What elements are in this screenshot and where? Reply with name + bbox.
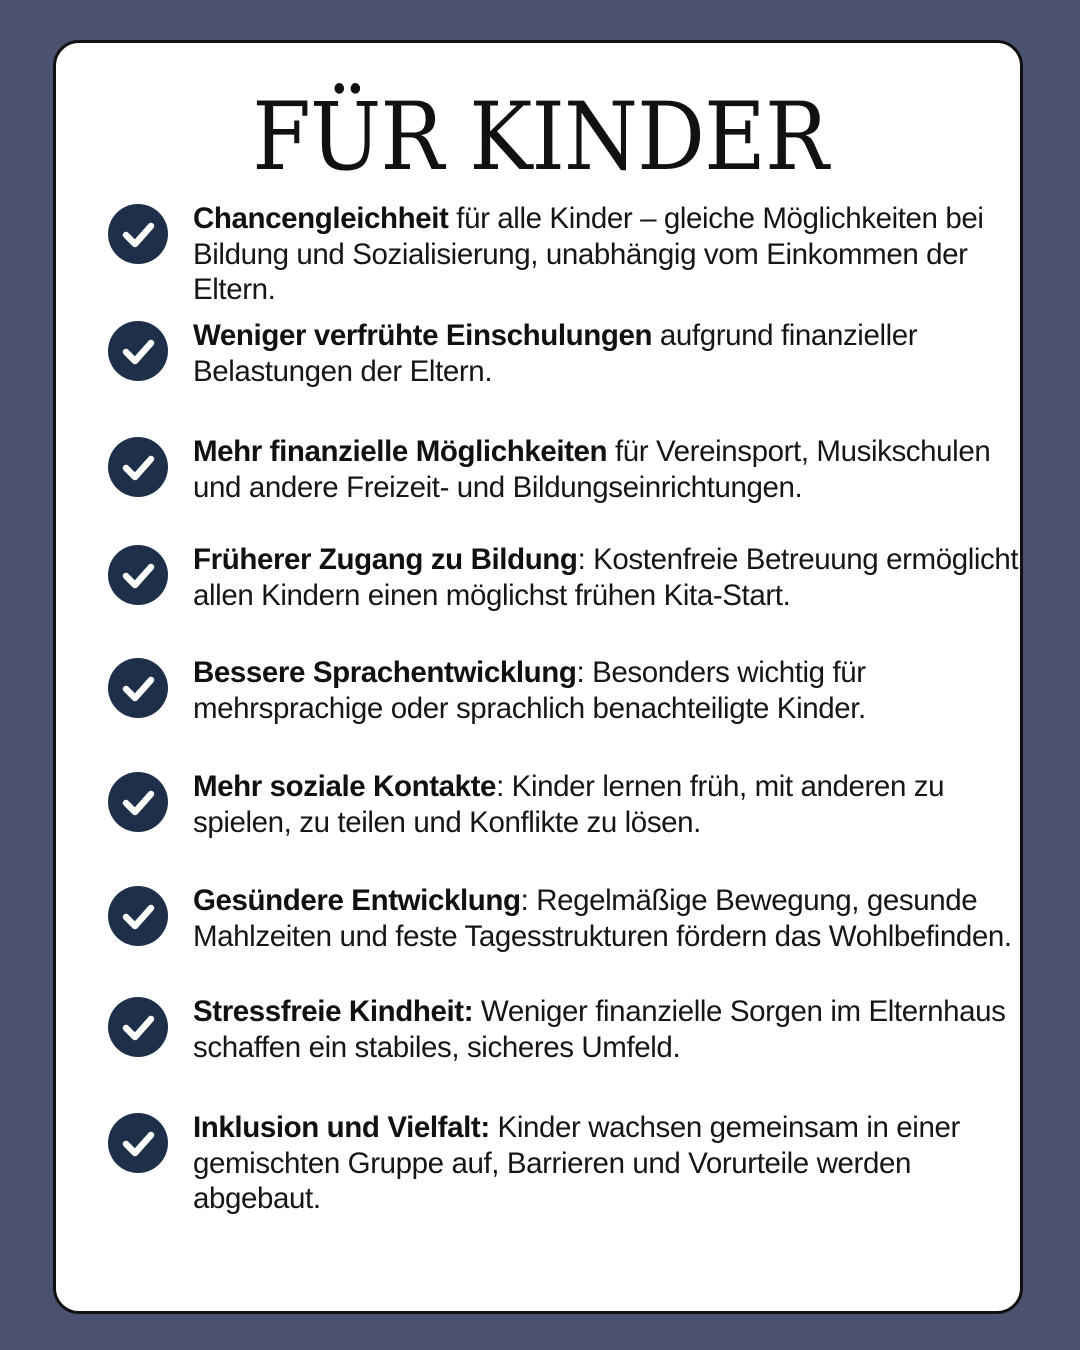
list-item-description: : Besonders wichtig für mehrsprachige oder sprachlich benachteiligte Kinder. [193, 656, 866, 725]
list-item-highlight: Früherer Zugang zu Bildung [193, 543, 578, 576]
list-item-description: aufgrund finanzieller Belastungen der Eltern. [193, 319, 918, 388]
check-circle-icon [108, 321, 168, 381]
check-circle-icon [108, 886, 168, 946]
list-item-description: Weniger finanzielle Sorgen im Elternhaus schaffen ein stabiles, sicheres Umfeld. [193, 995, 1006, 1064]
list-item-text [193, 883, 1023, 954]
check-circle-icon [108, 545, 168, 605]
check-circle-icon [108, 997, 168, 1057]
list-item-text [193, 1110, 1023, 1217]
list-item-description: Kinder wachsen gemeinsam in einer gemischten Gruppe auf, Barrieren und Vorurteile werden abgebaut. [193, 1111, 960, 1215]
list-item-highlight: Bessere Sprachentwicklung [193, 656, 577, 689]
list-item-highlight: Mehr soziale Kontakte [193, 770, 497, 803]
list-item-highlight: Chancengleichheit [193, 202, 449, 235]
list-item-description: : Regelmäßige Bewegung, gesunde Mahlzeiten und feste Tagesstrukturen fördern das Wohlbefinden. [193, 884, 1012, 953]
page-title: FÜR KINDER [252, 83, 828, 192]
list-item-text [193, 542, 1023, 613]
list-item-description: für alle Kinder – gleiche Möglichkeiten bei Bildung und Sozialisierung, unabhängig vom Einkommen der Eltern. [193, 202, 984, 306]
list-item-text [193, 769, 1023, 840]
check-circle-icon [108, 204, 168, 264]
list-item-text [193, 994, 1023, 1065]
list-item-text [193, 201, 1023, 308]
list-item-text [193, 318, 1023, 389]
list-item-highlight: Weniger verfrühte Einschulungen [193, 319, 653, 352]
list-item-text [193, 434, 1043, 505]
list-item-text [193, 655, 1023, 726]
check-circle-icon [108, 437, 168, 497]
list-item-description: für Vereinsport, Musikschulen und andere Freizeit- und Bildungseinrichtungen. [193, 435, 991, 504]
list-item-description: : Kostenfreie Betreuung ermöglicht allen Kindern einen möglichst frühen Kita-Start. [193, 543, 1019, 612]
list-item-highlight: Inklusion und Vielfalt: [193, 1111, 490, 1144]
list-item-highlight: Mehr finanzielle Möglichkeiten [193, 435, 608, 468]
list-item-highlight: Gesündere Entwicklung [193, 884, 521, 917]
check-circle-icon [108, 1113, 168, 1173]
list-item-highlight: Stressfreie Kindheit: [193, 995, 474, 1028]
list-item-description: : Kinder lernen früh, mit anderen zu spielen, zu teilen und Konflikte zu lösen. [193, 770, 945, 839]
check-circle-icon [108, 658, 168, 718]
check-circle-icon [108, 772, 168, 832]
